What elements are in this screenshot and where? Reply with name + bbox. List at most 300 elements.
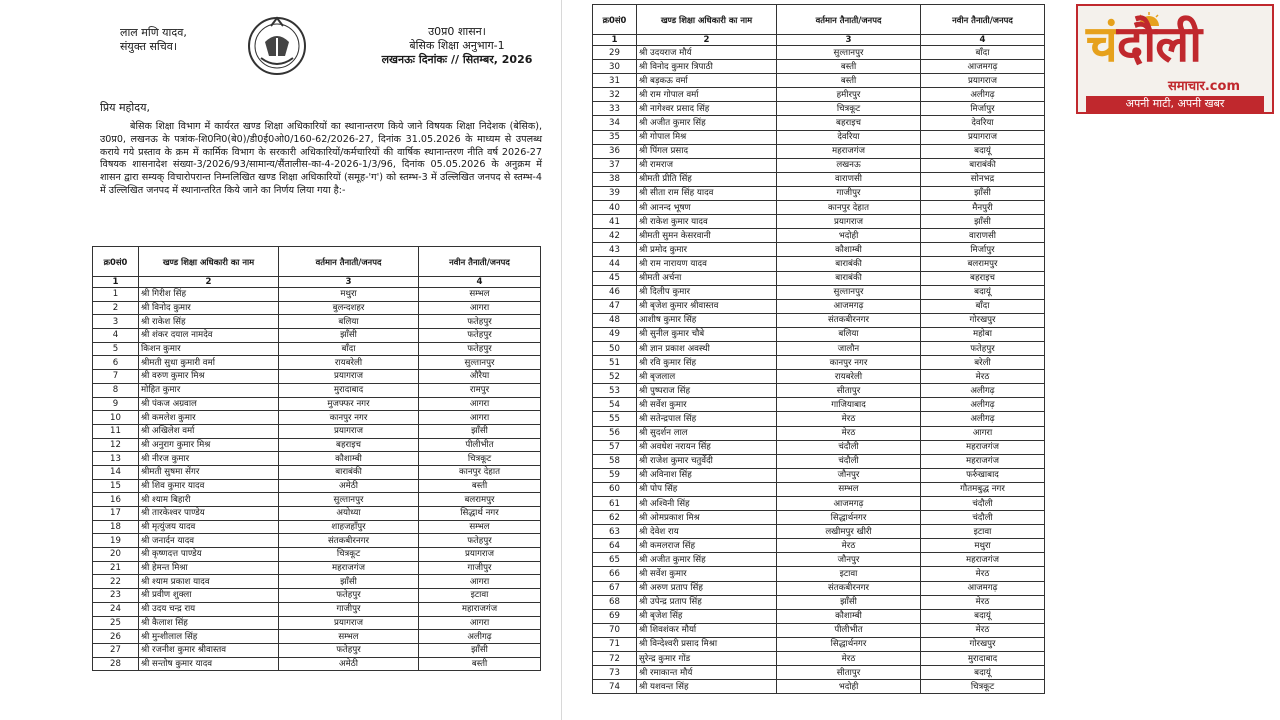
officer-name-cell: श्री गिरीश सिंह [139,288,279,302]
new-posting-cell: औरैया [419,370,541,384]
table-row [593,680,1045,694]
new-posting-cell: फतेहपुर [419,315,541,329]
new-posting-cell: झाँसी [921,186,1045,200]
new-posting-cell: बलरामपुर [921,257,1045,271]
officer-name-cell: श्री कमलराज सिंह [637,539,777,553]
table-row [93,657,541,671]
serial-cell: 37 [593,158,637,172]
table-row [593,412,1045,426]
current-posting-cell: चित्रकूट [279,548,419,562]
current-posting-cell: पीलीभीत [777,623,921,637]
table-row [593,581,1045,595]
serial-cell: 59 [593,468,637,482]
officer-name-cell: श्री पिंगल प्रसाद [637,144,777,158]
table-row [93,493,541,507]
serial-cell: 30 [593,60,637,74]
new-posting-cell: फतेहपुर [419,534,541,548]
table-row [593,440,1045,454]
current-posting-cell: अयोध्या [279,507,419,521]
officer-name-cell: श्रीमती सुमन केसरवानी [637,229,777,243]
new-posting-cell: बदायूं [921,285,1045,299]
new-posting-cell: देवरिया [921,116,1045,130]
header-serial: क्र0सं0 [593,5,637,35]
officer-name-cell: श्रीमती प्रीति सिंह [637,172,777,186]
officer-name-cell: श्री अविनाश सिंह [637,468,777,482]
officer-name-cell: श्री रमाकान्त मौर्य [637,666,777,680]
officer-name-cell: श्री ज्ञान प्रकाश अवस्थी [637,341,777,355]
table-row [593,482,1045,496]
serial-cell: 68 [593,595,637,609]
current-posting-cell: भदोही [777,229,921,243]
serial-cell: 71 [593,637,637,651]
serial-cell: 16 [93,493,139,507]
serial-cell: 72 [593,652,637,666]
current-posting-cell: चंदौली [777,440,921,454]
current-posting-cell: सम्भल [777,482,921,496]
gov-title: उ0प्र0 शासन। [428,25,486,38]
new-posting-cell: प्रयागराज [921,74,1045,88]
serial-cell: 11 [93,424,139,438]
table-row [593,243,1045,257]
officer-name-cell: श्री उदय चन्द्र राय [139,602,279,616]
transfer-table-left [92,246,541,671]
officer-name-cell: श्री पंकज अग्रवाल [139,397,279,411]
serial-cell: 7 [93,370,139,384]
table-row [593,186,1045,200]
current-posting-cell: गाजीपुर [777,186,921,200]
table-row [593,426,1045,440]
officer-name-cell: श्री कृष्णदत्त पाण्डेय [139,548,279,562]
table-row [593,567,1045,581]
table-row [593,553,1045,567]
table-row [593,285,1045,299]
new-posting-cell: आगरा [921,426,1045,440]
officer-name-cell: सुरेन्द्र कुमार गोंड [637,652,777,666]
officer-name-cell: श्री राकेश कुमार यादव [637,215,777,229]
current-posting-cell: जौनपुर [777,468,921,482]
new-posting-cell: गाजीपुर [419,561,541,575]
new-posting-cell: आगरा [419,575,541,589]
table-row [93,602,541,616]
table-row [593,341,1045,355]
transfer-table-right [592,4,1045,694]
table-row [593,525,1045,539]
current-posting-cell: फतेहपुर [279,589,419,603]
officer-name-cell: श्री शंकर दयाल नामदेव [139,329,279,343]
government-header [372,25,542,67]
new-posting-cell: गौतमबुद्ध नगर [921,482,1045,496]
officer-name-cell: श्री बड़कऊ वर्मा [637,74,777,88]
new-posting-cell: आगरा [419,616,541,630]
serial-cell: 64 [593,539,637,553]
current-posting-cell: बहराइच [279,438,419,452]
officer-name-cell: श्रीमती सुषमा सेंगर [139,465,279,479]
current-posting-cell: बाराबंकी [777,271,921,285]
serial-cell: 27 [93,643,139,657]
current-posting-cell: प्रयागराज [279,616,419,630]
current-posting-cell: प्रयागराज [279,370,419,384]
current-posting-cell: कौशाम्बी [777,243,921,257]
table-row [93,370,541,384]
current-posting-cell: सुल्तानपुर [777,285,921,299]
serial-cell: 34 [593,116,637,130]
serial-cell: 55 [593,412,637,426]
serial-cell: 17 [93,507,139,521]
serial-cell: 20 [93,548,139,562]
table-row [593,539,1045,553]
current-posting-cell: इटावा [777,567,921,581]
current-posting-cell: महराजगंज [279,561,419,575]
officer-name-cell: श्री राजेश कुमार चतुर्वेदी [637,454,777,468]
new-posting-cell: इटावा [419,589,541,603]
table-row [93,356,541,370]
current-posting-cell: बाराबंकी [279,465,419,479]
table-row [593,454,1045,468]
state-emblem-icon [239,12,315,76]
header-current-posting: वर्तमान तैनाती/जनपद [279,247,419,277]
current-posting-cell: शाहजहाँपुर [279,520,419,534]
table-row [593,511,1045,525]
serial-cell: 3 [93,315,139,329]
new-posting-cell: बाँदा [921,299,1045,313]
header-current-posting: वर्तमान तैनाती/जनपद [777,5,921,35]
serial-cell: 13 [93,452,139,466]
officer-name-cell: श्री राकेश सिंह [139,315,279,329]
serial-cell: 41 [593,215,637,229]
serial-cell: 35 [593,130,637,144]
serial-cell: 57 [593,440,637,454]
current-posting-cell: झाँसी [777,595,921,609]
serial-cell: 63 [593,525,637,539]
logo-wordmark-red: दौली [1116,15,1202,73]
officer-name-cell: श्री वरुण कुमार मिश्र [139,370,279,384]
new-posting-cell: बदायूं [921,144,1045,158]
current-posting-cell: रायबरेली [777,370,921,384]
current-posting-cell: सम्भल [279,630,419,644]
current-posting-cell: लखीमपुर खीरी [777,525,921,539]
serial-cell: 10 [93,411,139,425]
new-posting-cell: झाँसी [419,643,541,657]
gov-section: बेसिक शिक्षा अनुभाग-1 [409,39,505,52]
serial-cell: 73 [593,666,637,680]
officer-name-cell: श्री राम नारायण यादव [637,257,777,271]
current-posting-cell: रायबरेली [279,356,419,370]
serial-cell: 25 [93,616,139,630]
officer-name-cell: श्री रजनीश कुमार श्रीवास्तव [139,643,279,657]
new-posting-cell: महाराजगंज [419,602,541,616]
current-posting-cell: संतकबीरनगर [777,313,921,327]
serial-cell: 49 [593,327,637,341]
table-row [593,46,1045,60]
table-row [93,630,541,644]
table-row [593,595,1045,609]
serial-cell: 58 [593,454,637,468]
serial-cell: 32 [593,88,637,102]
current-posting-cell: मथुरा [279,288,419,302]
new-posting-cell: बलरामपुर [419,493,541,507]
new-posting-cell: वाराणसी [921,229,1045,243]
new-posting-cell: आगरा [419,397,541,411]
table-row [593,398,1045,412]
officer-name-cell: श्री रवि कुमार सिंह [637,356,777,370]
table-row [593,257,1045,271]
serial-cell: 19 [93,534,139,548]
current-posting-cell: गाजियाबाद [777,398,921,412]
serial-cell: 4 [93,329,139,343]
serial-cell: 74 [593,680,637,694]
table-row [593,271,1045,285]
new-posting-cell: अलीगढ़ [921,398,1045,412]
new-posting-cell: गोरखपुर [921,637,1045,651]
new-posting-cell: सम्भल [419,520,541,534]
new-posting-cell: झाँसी [419,424,541,438]
table-row [593,130,1045,144]
officer-name-cell: आशीष कुमार सिंह [637,313,777,327]
new-posting-cell: मथुरा [921,539,1045,553]
current-posting-cell: अमेठी [279,479,419,493]
table-row [93,342,541,356]
new-posting-cell: प्रयागराज [419,548,541,562]
column-number: 1 [593,35,637,46]
serial-cell: 23 [93,589,139,603]
serial-cell: 51 [593,356,637,370]
current-posting-cell: वाराणसी [777,172,921,186]
officer-name-cell: श्री सतेन्द्रपाल सिंह [637,412,777,426]
current-posting-cell: मेरठ [777,426,921,440]
current-posting-cell: बाराबंकी [777,257,921,271]
header-officer-name: खण्ड शिक्षा अधिकारी का नाम [139,247,279,277]
serial-cell: 40 [593,201,637,215]
table-row [593,356,1045,370]
header-new-posting: नवीन तैनाती/जनपद [921,5,1045,35]
serial-cell: 24 [93,602,139,616]
table-row [593,229,1045,243]
current-posting-cell: मेरठ [777,412,921,426]
serial-cell: 1 [93,288,139,302]
officer-name-cell: श्री पुष्पराज सिंह [637,384,777,398]
officer-name-cell: श्री अश्विनी सिंह [637,497,777,511]
new-posting-cell: महोबा [921,327,1045,341]
serial-cell: 62 [593,511,637,525]
current-posting-cell: देवरिया [777,130,921,144]
officer-name-cell: श्री विनोद कुमार [139,301,279,315]
current-posting-cell: कौशाम्बी [279,452,419,466]
table-row [93,315,541,329]
current-posting-cell: सुल्तानपुर [777,46,921,60]
officer-name-cell: श्री प्रमोद कुमार [637,243,777,257]
current-posting-cell: कानपुर देहात [777,201,921,215]
serial-cell: 39 [593,186,637,200]
serial-cell: 50 [593,341,637,355]
officer-name-cell: श्री शिव कुमार यादव [139,479,279,493]
new-posting-cell: मेरठ [921,595,1045,609]
current-posting-cell: मुजफ्फर नगर [279,397,419,411]
current-posting-cell: सुल्तानपुर [279,493,419,507]
serial-cell: 18 [93,520,139,534]
current-posting-cell: सिद्धार्थनगर [777,511,921,525]
new-posting-cell: कानपुर देहात [419,465,541,479]
officer-name-cell: श्री कमलेश कुमार [139,411,279,425]
officer-name-cell: श्री सीता राम सिंह यादव [637,186,777,200]
serial-cell: 45 [593,271,637,285]
column-number: 4 [419,277,541,288]
table-row [93,643,541,657]
new-posting-cell: फतेहपुर [419,342,541,356]
serial-cell: 43 [593,243,637,257]
new-posting-cell: आगरा [419,301,541,315]
letter-page-left [72,0,562,720]
serial-cell: 53 [593,384,637,398]
new-posting-cell: चित्रकूट [419,452,541,466]
current-posting-cell: सिद्धार्थनगर [777,637,921,651]
serial-cell: 36 [593,144,637,158]
table-row [593,116,1045,130]
signatory-title: संयुक्त सचिव। [120,40,178,53]
table-row [93,534,541,548]
officer-name-cell: श्री सर्वेश कुमार [637,398,777,412]
serial-cell: 21 [93,561,139,575]
current-posting-cell: अमेठी [279,657,419,671]
current-posting-cell: मेरठ [777,539,921,553]
new-posting-cell: फर्रुखाबाद [921,468,1045,482]
table-row [93,301,541,315]
officer-name-cell: मोहित कुमार [139,383,279,397]
column-number: 3 [279,277,419,288]
serial-cell: 44 [593,257,637,271]
serial-cell: 26 [93,630,139,644]
table-row [93,520,541,534]
serial-cell: 54 [593,398,637,412]
officer-name-cell: श्री श्याम बिहारी [139,493,279,507]
current-posting-cell: मेरठ [777,652,921,666]
letter-body: बेसिक शिक्षा विभाग में कार्यरत खण्ड शिक्षा अधिकारियों का स्थानान्तरण किये जाने विषयक शिक्षा निदेशक (बेसिक), उ0प्र0, लखनऊ के पत्रांक-शि0नि0(बे0)/डी0ई0ओ0/160-62/2026-27, दिनांक 31.05.2026 के माध्यम से उपलब्ध कराये गये प्रस्ताव के क्रम में कार्मिक विभाग के सरकारी अधिकारियों/कर्मचारियों की वार्षिक स्थानान्तरण नीति वर्ष 2026-27 विषयक शासनादेश संख्या-3/2026/93/सामान्य/सैंतालीस-का-4-2026-1/3/96, दिनांक 05.05.2026 के अनुक्रम में शासन द्वारा सम्यक् विचारोपरान्त निम्नलिखित खण्ड शिक्षा अधिकारियों (समूह-'ग') को स्तम्भ-3 में उल्लिखित जनपद से स्तम्भ-4 में उल्लिखित जनपद में स्थानान्तरित किये जाने का निर्णय लिया गया है:- [100,121,542,196]
new-posting-cell: बदायूं [921,666,1045,680]
table-row [93,424,541,438]
current-posting-cell: आजमगढ़ [777,299,921,313]
table-row [93,548,541,562]
table-row [93,288,541,302]
new-posting-cell: बाँदा [921,46,1045,60]
new-posting-cell: महराजगंज [921,553,1045,567]
table-row [593,313,1045,327]
current-posting-cell: फतेहपुर [279,643,419,657]
current-posting-cell: बुलन्दशहर [279,301,419,315]
new-posting-cell: महराजगंज [921,440,1045,454]
current-posting-cell: चित्रकूट [777,102,921,116]
signatory-name: लाल मणि यादव, [120,26,187,39]
new-posting-cell: रामपुर [419,383,541,397]
new-posting-cell: मेरठ [921,567,1045,581]
new-posting-cell: बस्ती [419,479,541,493]
officer-name-cell: श्री अखिलेश वर्मा [139,424,279,438]
logo-wordmark-orange: चं [1086,15,1117,73]
table-row [593,370,1045,384]
current-posting-cell: प्रयागराज [777,215,921,229]
new-posting-cell: सुल्तानपुर [419,356,541,370]
officer-name-cell: श्री विन्देश्वरी प्रसाद मिश्रा [637,637,777,651]
table-row [593,88,1045,102]
current-posting-cell: भदोही [777,680,921,694]
table-row [593,666,1045,680]
officer-name-cell: श्री कैलाश सिंह [139,616,279,630]
current-posting-cell: संतकबीरनगर [279,534,419,548]
new-posting-cell: इटावा [921,525,1045,539]
gov-date: लखनऊः दिनांकः // सितम्बर, 2026 [381,53,533,66]
table-row [593,652,1045,666]
new-posting-cell: आजमगढ़ [921,60,1045,74]
salutation: प्रिय महोदय, [100,101,150,114]
current-posting-cell: बाँदा [279,342,419,356]
officer-name-cell: श्री बृजेश कुमार श्रीवास्तव [637,299,777,313]
serial-cell: 5 [93,342,139,356]
new-posting-cell: सिद्धार्थ नगर [419,507,541,521]
header-new-posting: नवीन तैनाती/जनपद [419,247,541,277]
officer-name-cell: श्री रामराज [637,158,777,172]
serial-cell: 67 [593,581,637,595]
letter-page-right [588,0,1058,720]
new-posting-cell: बरेली [921,356,1045,370]
current-posting-cell: महराजगंज [777,144,921,158]
officer-name-cell: श्री अरुण प्रताप सिंह [637,581,777,595]
serial-cell: 48 [593,313,637,327]
new-posting-cell: अलीगढ़ [419,630,541,644]
current-posting-cell: मुरादाबाद [279,383,419,397]
serial-cell: 15 [93,479,139,493]
serial-cell: 60 [593,482,637,496]
table-row [93,329,541,343]
current-posting-cell: हमीरपुर [777,88,921,102]
table-row [93,465,541,479]
new-posting-cell: मुरादाबाद [921,652,1045,666]
officer-name-cell: किशन कुमार [139,342,279,356]
table-row [93,561,541,575]
officer-name-cell: श्री सुदर्शन लाल [637,426,777,440]
table-row [593,299,1045,313]
new-posting-cell: सोनभद्र [921,172,1045,186]
current-posting-cell: लखनऊ [777,158,921,172]
table-row [93,589,541,603]
officer-name-cell: श्रीमती अर्चना [637,271,777,285]
site-logo[interactable] [1076,4,1274,114]
new-posting-cell: आगरा [419,411,541,425]
serial-cell: 9 [93,397,139,411]
table-row [593,609,1045,623]
serial-cell: 6 [93,356,139,370]
table-row [593,60,1045,74]
officer-name-cell: श्री नागेश्वर प्रसाद सिंह [637,102,777,116]
officer-name-cell: श्री मृत्युंजय यादव [139,520,279,534]
current-posting-cell: जौनपुर [777,553,921,567]
new-posting-cell: बाराबंकी [921,158,1045,172]
current-posting-cell: कानपुर नगर [279,411,419,425]
table-row [593,74,1045,88]
current-posting-cell: गाजीपुर [279,602,419,616]
table-row [593,327,1045,341]
new-posting-cell: अलीगढ़ [921,384,1045,398]
table-row [93,479,541,493]
current-posting-cell: कानपुर नगर [777,356,921,370]
logo-tagline: अपनी माटी, अपनी खबर [1086,96,1264,112]
table-row [93,411,541,425]
new-posting-cell: चित्रकूट [921,680,1045,694]
officer-name-cell: श्री पोप सिंह [637,482,777,496]
table-row [593,623,1045,637]
officer-name-cell: श्री शिवशंकर मौर्या [637,623,777,637]
new-posting-cell: झाँसी [921,215,1045,229]
new-posting-cell: बदायूं [921,609,1045,623]
serial-cell: 8 [93,383,139,397]
new-posting-cell: मेरठ [921,370,1045,384]
